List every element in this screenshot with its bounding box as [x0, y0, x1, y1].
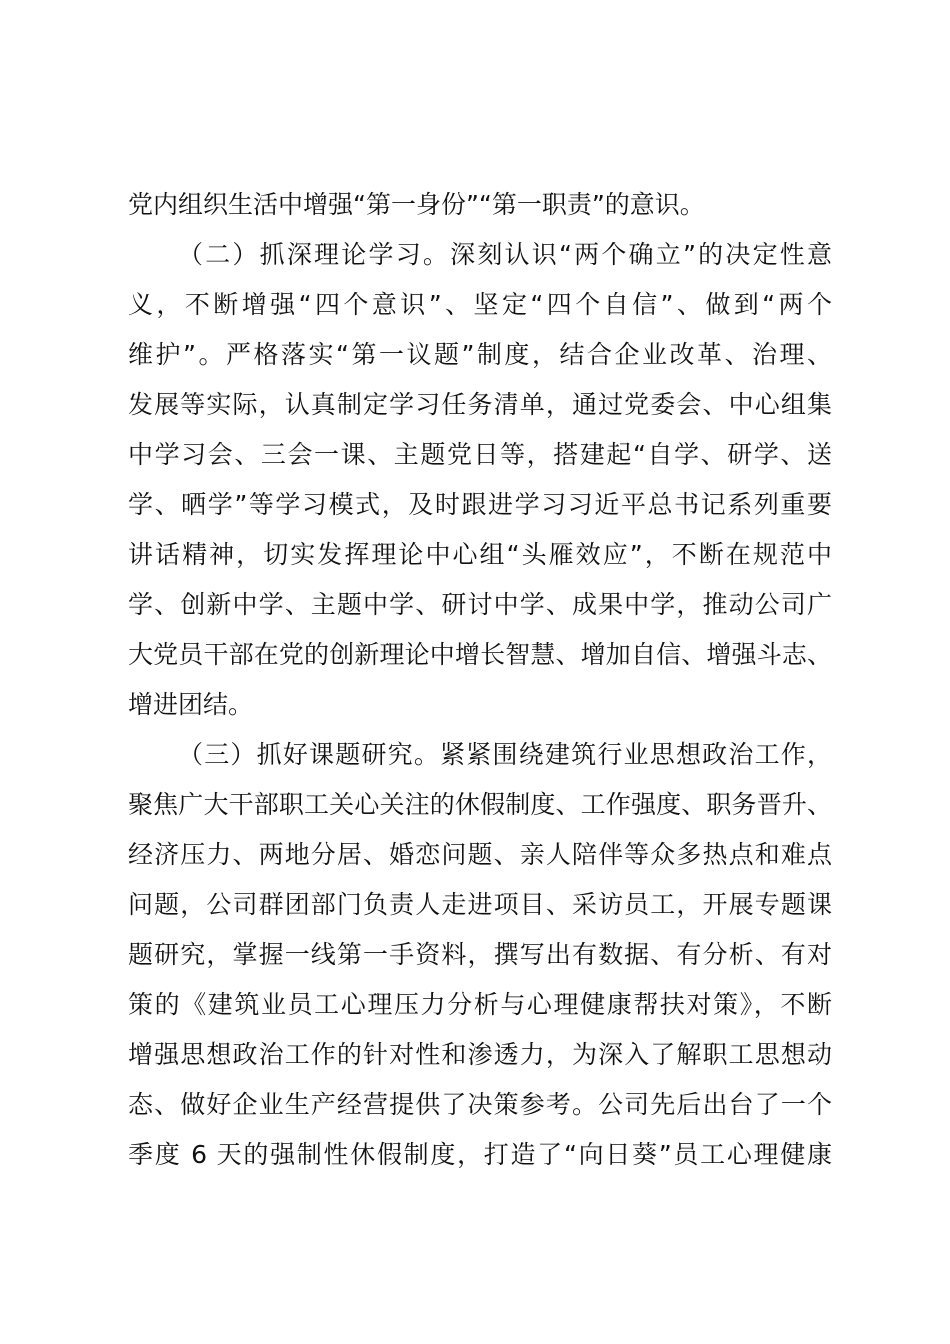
text-line: 经济压力、两地分居、婚恋问题、亲人陪伴等众多热点和难点 [128, 840, 832, 869]
body-text [128, 180, 832, 1180]
text-line: 态、做好企业生产经营提供了决策参考。公司先后出台了一个 [128, 1090, 832, 1119]
text-line: 增强思想政治工作的针对性和渗透力，为深入了解职工思想动 [128, 1040, 832, 1069]
text-line: 大党员干部在党的创新理论中增长智慧、增加自信、增强斗志、 [128, 640, 832, 669]
text-line: 学、创新中学、主题中学、研讨中学、成果中学，推动公司广 [128, 590, 832, 619]
text-line: 问题，公司群团部门负责人走进项目、采访员工，开展专题课 [128, 890, 832, 919]
section-heading-line: （二）抓深理论学习。深刻认识“两个确立”的决定性意 [178, 240, 832, 269]
text-line: 发展等实际，认真制定学习任务清单，通过党委会、中心组集 [128, 390, 832, 419]
text-line: 策的《建筑业员工心理压力分析与心理健康帮扶对策》，不断 [128, 990, 832, 1019]
text-line: 增进团结。 [128, 690, 254, 719]
text-line: 聚焦广大干部职工关心关注的休假制度、工作强度、职务晋升、 [128, 790, 832, 819]
text-line: 季度 6 天的强制性休假制度，打造了“向日葵”员工心理健康 [128, 1140, 832, 1169]
text-line: 题研究，掌握一线第一手资料，撰写出有数据、有分析、有对 [128, 940, 832, 969]
text-line: 学、晒学”等学习模式，及时跟进学习习近平总书记系列重要 [128, 490, 832, 519]
text-line: 讲话精神，切实发挥理论中心组“头雁效应”，不断在规范中 [128, 540, 832, 569]
text-line: 维护”。严格落实“第一议题”制度，结合企业改革、治理、 [128, 340, 832, 369]
section-heading-line: （三）抓好课题研究。紧紧围绕建筑行业思想政治工作， [178, 740, 832, 769]
text-line: 中学习会、三会一课、主题党日等，搭建起“自学、研学、送 [128, 440, 832, 469]
text-line: 党内组织生活中增强“第一身份”“第一职责”的意识。 [128, 190, 705, 219]
text-line: 义，不断增强“四个意识”、坚定“四个自信”、做到“两个 [128, 290, 832, 319]
